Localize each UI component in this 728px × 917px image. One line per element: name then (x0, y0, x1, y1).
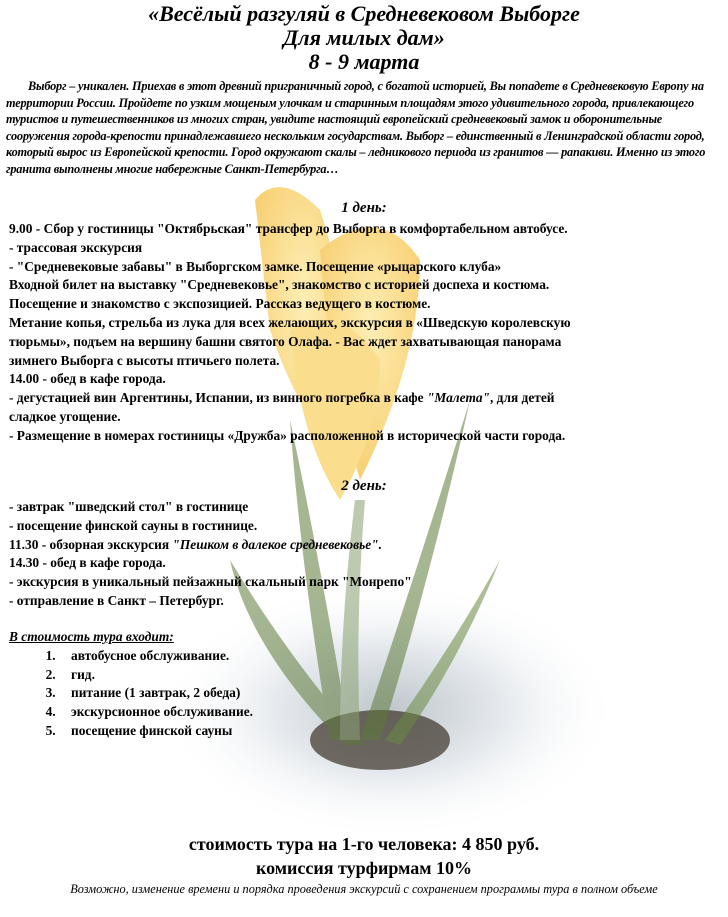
program-line: - отправление в Санкт – Петербург. (9, 592, 224, 608)
agency-commission: комиссия турфирмам 10% (255, 858, 473, 878)
program-line: тюрьмы», подъем на вершину башни святого Олафа. - Вас ждет захватывающая панорама (9, 333, 562, 349)
program-line: Посещение и знакомство с экспозицией. Рассказ ведущего в костюме. (9, 296, 431, 312)
program-line: - Размещение в номерах гостиницы «Дружба» расположенной в исторической части города. (9, 427, 566, 443)
day1-heading: 1 день: (341, 200, 387, 216)
tour-name: "Пешком в далекое средневековье". (172, 536, 382, 552)
program-line (9, 389, 721, 408)
includes-heading: В стоимость тура входит: (9, 629, 174, 644)
day2-program (9, 498, 721, 611)
program-line: - завтрак "шведский стол" в гостинице (9, 499, 249, 514)
page-title (0, 2, 728, 74)
day1-program (9, 220, 721, 446)
tasting-text-end: , для детей (489, 390, 555, 406)
program-line (9, 536, 721, 555)
program-line: 14.00 - обед в кафе города. (9, 371, 166, 387)
includes-list (9, 647, 721, 741)
program-line: Входной билет на выставку "Средневековье", знакомство с историей доспеха и костюма. (9, 277, 550, 293)
intro-paragraph: Выборг – уникален. Приехав в этот древний приграничный город, с богатой историей, Вы попадете в Средневековую Европу на территории России. Пройдете по узким мощеным улочкам и старинным площадям этого удивительного города, привлекающего туристов и путешественников из многих стран, увидите настоящий европейский средневековый замок и оборонительные сооружения города-крепости принадлежавшего нескольким государствам. Выборг – единственный в Ленинградской области город, который вырос из Европейской крепости. Город окружают скалы – ледникового периода из гранитов — рапакиви. Именно из этого гранита выполнены многие набережные Санкт-Петербурга… (6, 79, 706, 176)
tour-dates: 8 - 9 марта (308, 49, 420, 74)
footer-note: Возможно, изменение времени и порядка проведения экскурсий с сохранением программы тура в полном объеме (70, 882, 658, 896)
program-line: Метание копья, стрельба из лука для всех желающих, экскурсия в «Шведскую королевскую (9, 314, 571, 330)
program-line: - "Средневековые забавы" в Выборгском замке. Посещение «рыцарского клуба» (9, 258, 502, 274)
program-line: 14.30 - обед в кафе города. (9, 555, 166, 571)
cafe-name: "Малета" (426, 390, 490, 406)
day2-heading: 2 день: (341, 478, 387, 494)
title-line-2: Для милых дам» (283, 25, 445, 50)
list-item: 2. гид. (59, 666, 721, 685)
list-item: 4. экскурсионное обслуживание. (59, 703, 721, 722)
includes-section (9, 628, 721, 741)
list-item: 3. питание (1 завтрак, 2 обеда) (59, 684, 721, 703)
tasting-text: - дегустацией вин Аргентины, Испании, из винного погребка в кафе (9, 390, 427, 406)
list-item: 1. автобусное обслуживание. (59, 647, 721, 666)
program-line: 9.00 - Сбор у гостиницы "Октябрьская" трансфер до Выборга в комфортабельном автобусе. (9, 221, 568, 236)
program-line: - экскурсия в уникальный пейзажный скальный парк "Монрепо" (9, 574, 412, 590)
program-line: сладкое угощение. (9, 408, 121, 424)
price-block (0, 832, 728, 880)
tour-price: стоимость тура на 1-го человека: 4 850 руб. (188, 834, 540, 854)
title-line-1: «Весёлый разгуляй в Средневековом Выборге (148, 1, 580, 26)
program-line: - трассовая экскурсия (9, 239, 143, 255)
program-line: зимнего Выборга с высоты птичьего полета. (9, 352, 280, 368)
list-item: 5. посещение финской сауны (59, 722, 721, 741)
program-line: - посещение финской сауны в гостинице. (9, 517, 258, 533)
tour-time: 11.30 - обзорная экскурсия (9, 536, 173, 552)
